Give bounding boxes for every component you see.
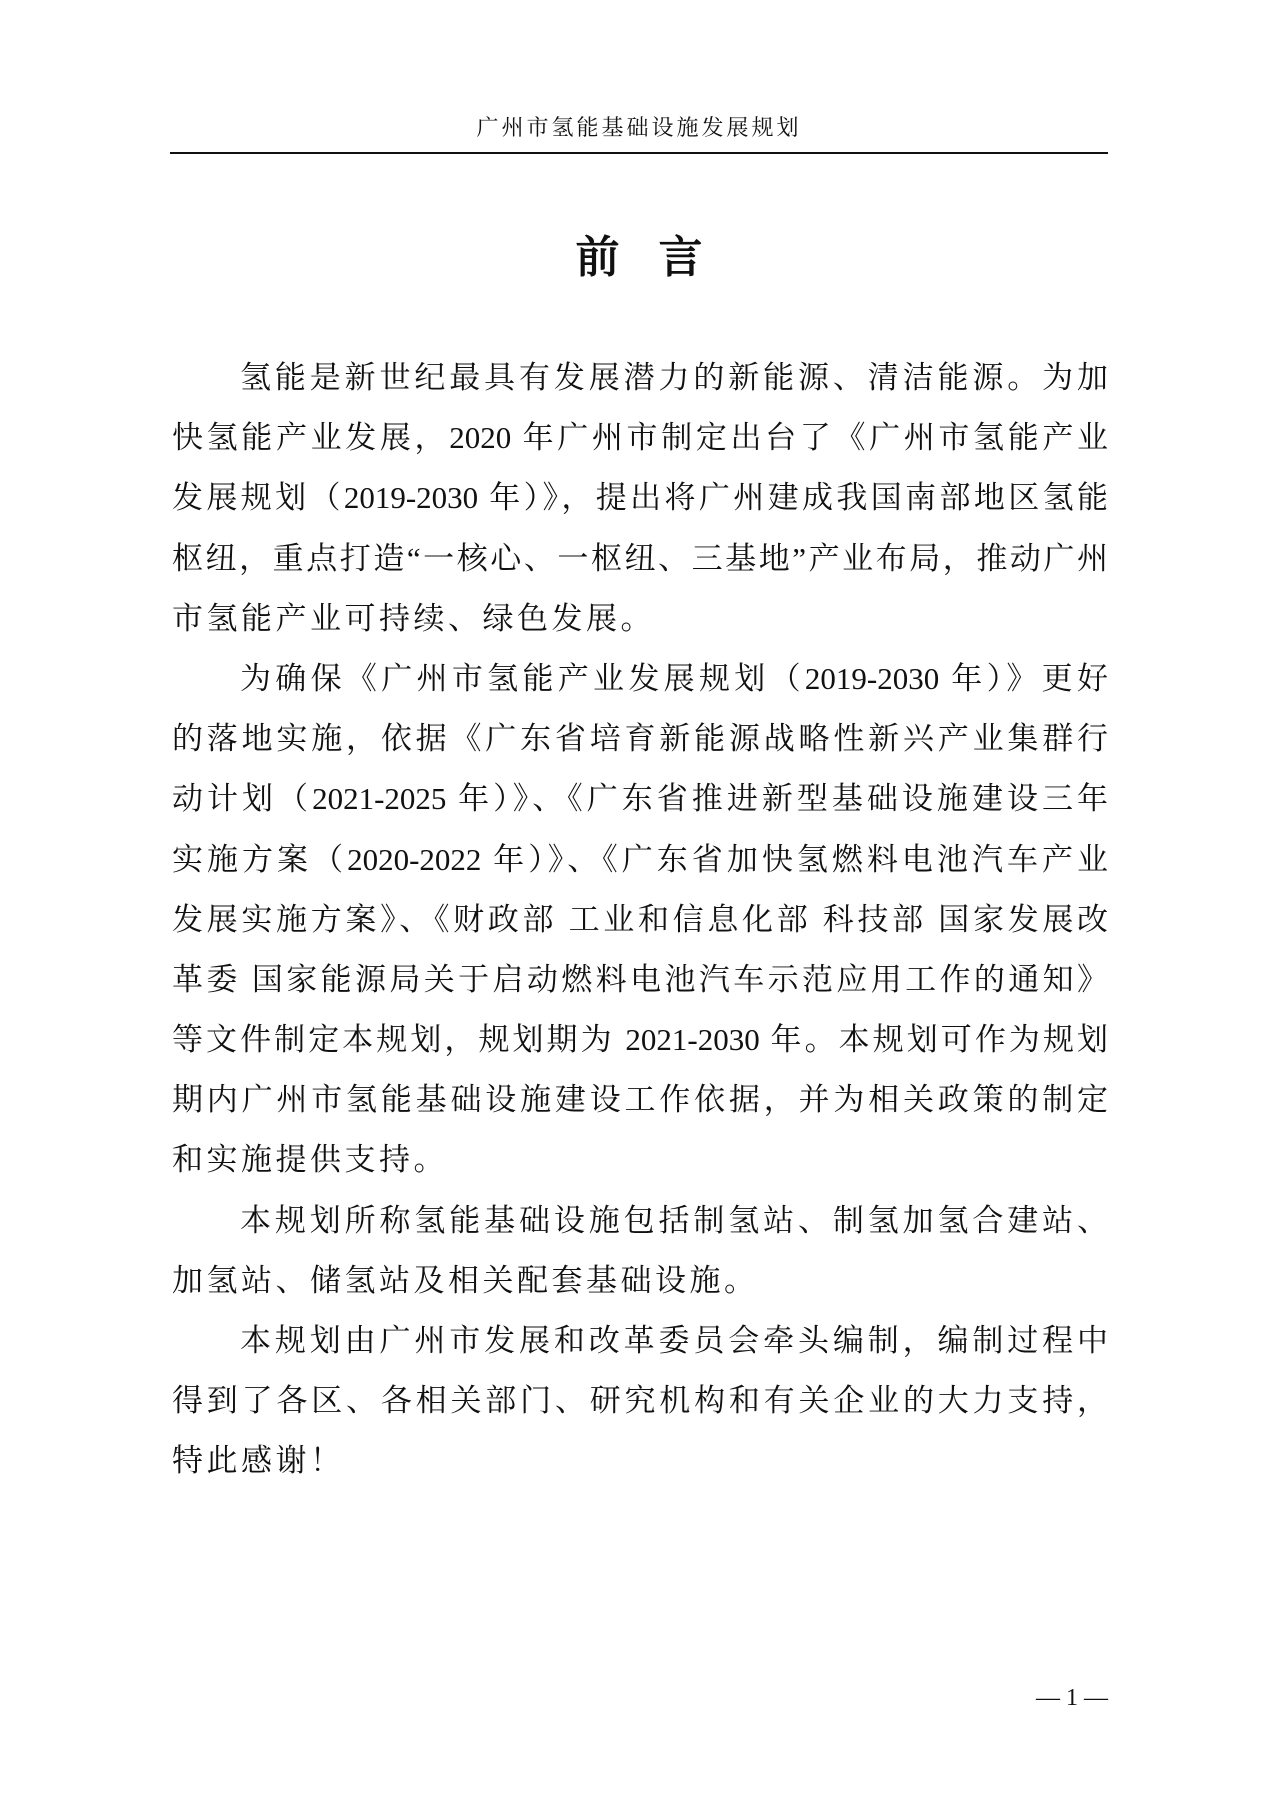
page-number: — 1 — [1036, 1685, 1108, 1711]
text-line: 市氢能产业可持续、绿色发展。 [172, 600, 655, 636]
running-header: 广州市氢能基础设施发展规划 [476, 115, 802, 140]
paragraph-3 [172, 1191, 1108, 1311]
body-text [172, 348, 1108, 1492]
text-line: 枢纽，重点打造“一核心、一枢纽、三基地”产业布局，推动广州 [172, 540, 1108, 576]
text-line: 本规划所称氢能基础设施包括制氢站、制氢加氢合建站、 [240, 1202, 1108, 1238]
text-line: 革委 国家能源局关于启动燃料电池汽车示范应用工作的通知》 [172, 961, 1108, 997]
text-line: 实施方案（2020-2022 年）》、《广东省加快氢燃料电池汽车产业 [172, 841, 1108, 877]
text-line: 为确保《广州市氢能产业发展规划（2019-2030 年）》更好 [240, 660, 1108, 696]
text-line: 特此感谢！ [172, 1443, 345, 1479]
header-divider [170, 152, 1108, 154]
text-line: 和实施提供支持。 [172, 1142, 448, 1178]
paragraph-2 [172, 649, 1108, 1191]
text-line: 期内广州市氢能基础设施建设工作依据，并为相关政策的制定 [172, 1082, 1108, 1118]
paragraph-1 [172, 348, 1108, 649]
text-line: 得到了各区、各相关部门、研究机构和有关企业的大力支持， [172, 1383, 1108, 1419]
text-line: 快氢能产业发展，2020 年广州市制定出台了《广州市氢能产业 [172, 420, 1108, 456]
text-line: 发展实施方案》、《财政部 工业和信息化部 科技部 国家发展改 [172, 901, 1108, 937]
text-line: 本规划由广州市发展和改革委员会牵头编制，编制过程中 [240, 1323, 1108, 1358]
page-title: 前 言 [575, 233, 717, 282]
text-line: 氢能是新世纪最具有发展潜力的新能源、清洁能源。为加 [240, 360, 1108, 395]
text-line: 等文件制定本规划，规划期为 2021-2030 年。本规划可作为规划 [172, 1022, 1108, 1058]
text-line: 发展规划（2019-2030 年）》，提出将广州建成我国南部地区氢能 [172, 480, 1108, 516]
text-line: 的落地实施，依据《广东省培育新能源战略性新兴产业集群行 [172, 721, 1108, 757]
text-line: 加氢站、储氢站及相关配套基础设施。 [172, 1262, 759, 1298]
paragraph-4 [172, 1311, 1108, 1492]
text-line: 动计划（2021-2025 年）》、《广东省推进新型基础设施建设三年 [172, 781, 1108, 817]
